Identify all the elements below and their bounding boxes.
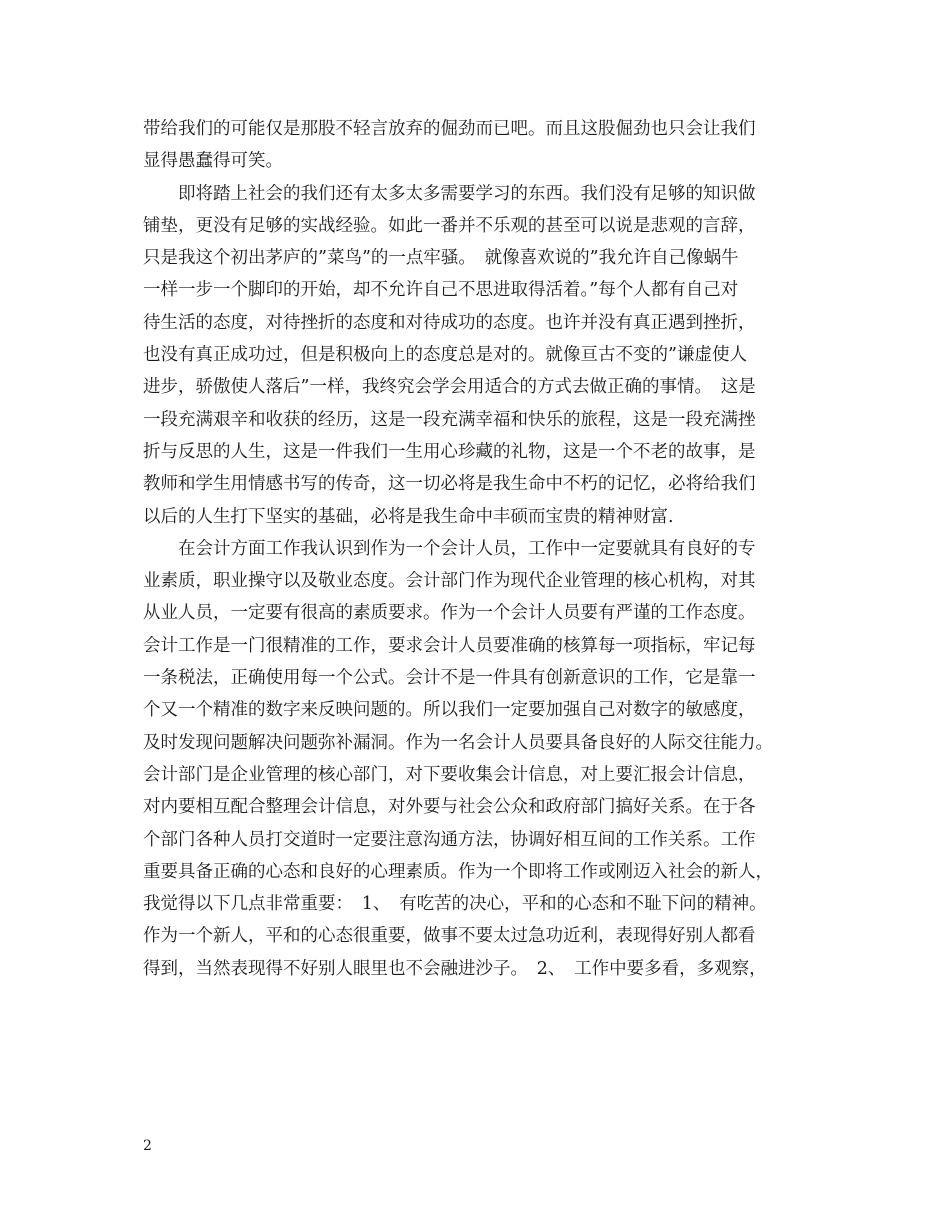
text-line: 会计工作是一门很精准的工作，要求会计人员要准确的核算每一项指标，牢记每: [143, 635, 756, 656]
text-line: 得到，当然表现得不好别人眼里也不会融进沙子。 2、 工作中要多看，多观察，: [143, 958, 767, 979]
body-text: [143, 113, 833, 985]
text-line: 在会计方面工作我认识到作为一个会计人员，工作中一定要就具有良好的专: [143, 538, 756, 559]
text-line: 从业人员，一定要有很高的素质要求。作为一个会计人员要有严谨的工作态度。: [143, 603, 756, 624]
text-line: 铺垫，更没有足够的实战经验。如此一番并不乐观的甚至可以说是悲观的言辞，: [143, 215, 756, 236]
text-line: 也没有真正成功过，但是积极向上的态度总是对的。就像亘古不变的”谦虚使人: [143, 345, 747, 366]
text-line: 及时发现问题解决问题弥补漏洞。作为一名会计人员要具备良好的人际交往能力。: [143, 732, 773, 753]
text-line: 业素质，职业操守以及敬业态度。会计部门作为现代企业管理的核心机构，对其: [143, 571, 756, 592]
text-line: 进步，骄傲使人落后”一样，我终究会学会用适合的方式去做正确的事情。 这是: [143, 377, 756, 398]
text-line: 我觉得以下几点非常重要： 1、 有吃苦的决心，平和的心态和不耻下问的精神。: [143, 894, 767, 915]
text-line: 一样一步一个脚印的开始，却不允许自己不思进取得活着。”每个人都有自己对: [143, 280, 739, 301]
text-line: 显得愚蠢得可笑。: [143, 151, 283, 172]
text-line: 一段充满艰辛和收获的经历，这是一段充满幸福和快乐的旅程，这是一段充满挫: [143, 409, 756, 430]
text-line: 一条税法，正确使用每一个公式。会计不是一件具有创新意识的工作，它是靠一: [143, 668, 756, 689]
text-line: 重要具备正确的心态和良好的心理素质。作为一个即将工作或刚迈入社会的新人，: [143, 861, 773, 882]
text-line: 教师和学生用情感书写的传奇，这一切必将是我生命中不朽的记忆，必将给我们: [143, 474, 756, 495]
text-line: 个部门各种人员打交道时一定要注意沟通方法，协调好相互间的工作关系。工作: [143, 829, 756, 850]
text-line: 作为一个新人，平和的心态很重要，做事不要太过急功近利，表现得好别人都看: [143, 926, 756, 947]
text-line: 折与反思的人生，这是一件我们一生用心珍藏的礼物，这是一个不老的故事，是: [143, 441, 756, 462]
text-line: 会计部门是企业管理的核心部门，对下要收集会计信息，对上要汇报会计信息，: [143, 764, 756, 785]
text-line: 以后的人生打下坚实的基础，必将是我生命中丰硕而宝贵的精神财富.: [143, 506, 674, 527]
text-line: 对内要相互配合整理会计信息，对外要与社会公众和政府部门搞好关系。在于各: [143, 797, 756, 818]
text-line: 即将踏上社会的我们还有太多太多需要学习的东西。我们没有足够的知识做: [143, 183, 756, 204]
text-line: 带给我们的可能仅是那股不轻言放弃的倔劲而已吧。而且这股倔劲也只会让我们: [143, 119, 756, 139]
page-number: 2: [143, 1138, 152, 1154]
text-line: 待生活的态度，对待挫折的态度和对待成功的态度。也许并没有真正遇到挫折，: [143, 312, 756, 333]
text-line: 只是我这个初出茅庐的”菜鸟”的一点牢骚。 就像喜欢说的”我允许自己像蜗牛: [143, 248, 739, 269]
text-line: 个又一个精准的数字来反映问题的。所以我们一定要加强自己对数字的敏感度，: [143, 700, 756, 721]
